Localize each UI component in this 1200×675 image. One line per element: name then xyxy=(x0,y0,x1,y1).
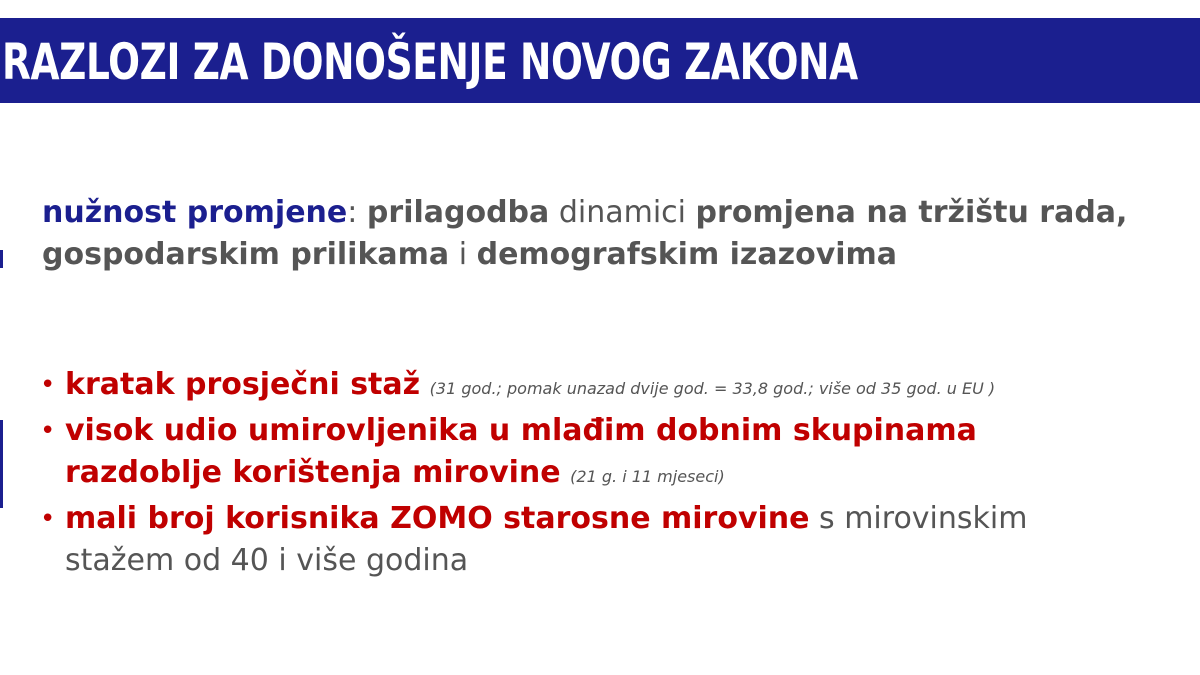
bullet-dot: • xyxy=(40,504,56,534)
intro-p6: demografskim izazovima xyxy=(476,237,898,272)
intro-p3: promjena na tržištu rada, xyxy=(695,195,1128,230)
page-title: RAZLOZI ZA DONOŠENJE NOVOG ZAKONA xyxy=(2,33,858,91)
bullet-item-1 xyxy=(40,364,1200,410)
intro-colon: : xyxy=(347,195,358,230)
bullet-list xyxy=(40,364,1200,582)
bullet-3-main: mali broj korisnika ZOMO starosne mirovine xyxy=(65,501,810,536)
bullet-1-main: kratak prosječni staž xyxy=(65,367,421,402)
bullet-item-2 xyxy=(40,410,1200,498)
intro-p4: gospodarskim prilikama xyxy=(42,237,450,272)
bullet-3-line2: stažem od 40 i više godina xyxy=(65,543,469,578)
bullet-2-line1: visok udio umirovljenika u mlađim dobnim skupinama xyxy=(65,413,977,448)
intro-lead: nužnost promjene xyxy=(42,195,348,230)
left-edge-marker xyxy=(0,250,3,268)
intro-p5: i xyxy=(458,237,468,272)
bullet-2-line2: razdoblje korištenja mirovine xyxy=(65,455,561,490)
bullet-1-note: (31 god.; pomak unazad dvije god. = 33,8 god.; više od 35 god. u EU ) xyxy=(429,379,996,398)
bullet-dot: • xyxy=(40,370,56,400)
bullet-dot: • xyxy=(40,416,56,446)
intro-paragraph xyxy=(42,192,1200,276)
bullet-item-3 xyxy=(40,498,1200,582)
left-edge-bar xyxy=(0,420,3,508)
intro-p2: dinamici xyxy=(558,195,686,230)
bullet-2-note: (21 g. i 11 mjeseci) xyxy=(570,467,725,486)
intro-p1: prilagodba xyxy=(366,195,550,230)
bullet-3-rest: s mirovinskim xyxy=(819,501,1028,536)
title-bar xyxy=(0,18,1200,103)
